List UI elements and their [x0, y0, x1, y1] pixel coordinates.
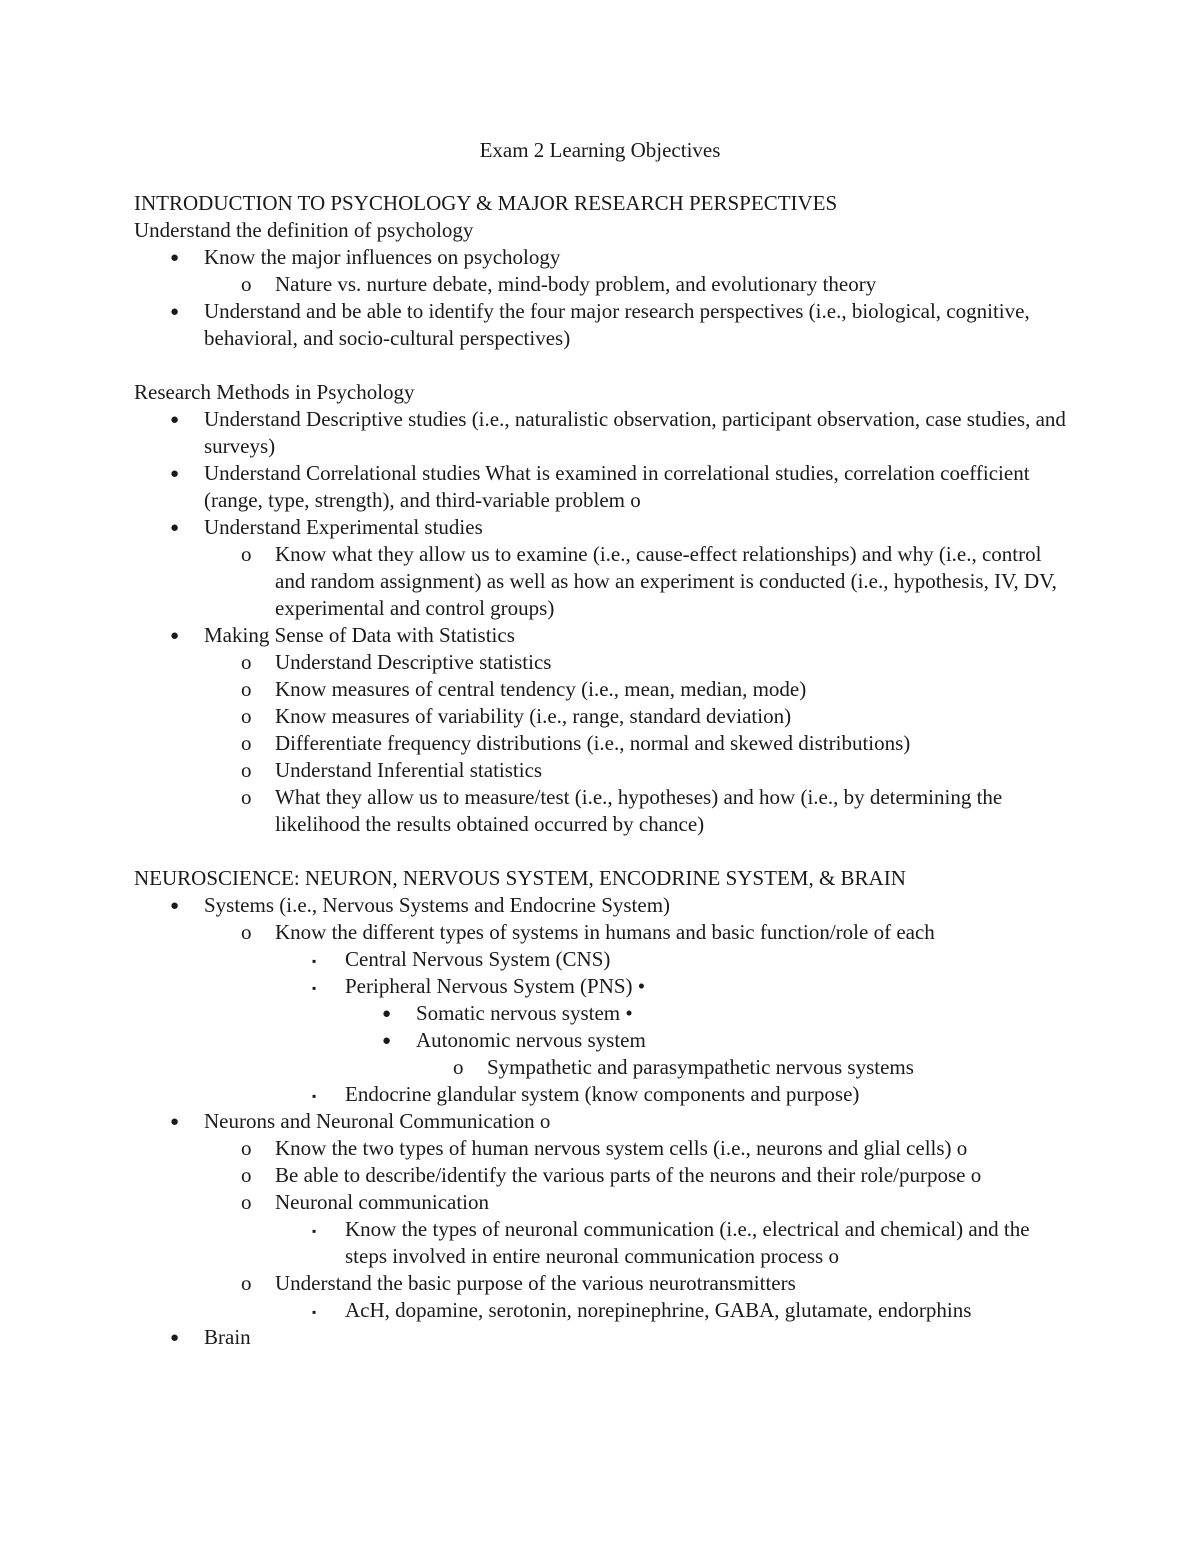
list-item: o Know measures of variability (i.e., range, standard deviation) [241, 704, 792, 728]
circle-bullet-icon: o [241, 731, 252, 755]
list-item: o Understand Descriptive statistics [241, 650, 552, 674]
circle-bullet-icon: o [241, 920, 252, 944]
bullet-icon: ● [170, 520, 180, 536]
circle-bullet-icon: o [241, 1163, 252, 1187]
bullet-icon: ● [170, 250, 180, 266]
bullet-icon: ● [170, 628, 180, 644]
list-item: ● Understand Experimental studies [134, 514, 1074, 541]
list-item: ● Systems (i.e., Nervous Systems and Endocrine System) [134, 892, 1074, 919]
list-item: ▪ Know the types of neuronal communication (i.e., electrical and chemical) and the steps involved in entire neuronal communication process o [312, 1217, 1030, 1268]
section-heading-intro: INTRODUCTION TO PSYCHOLOGY & MAJOR RESEARCH PERSPECTIVES [134, 191, 838, 215]
square-bullet-icon: ▪ [312, 1224, 317, 1238]
square-bullet-icon: ▪ [312, 1305, 317, 1319]
list-item: ● Autonomic nervous system [134, 1027, 1074, 1054]
circle-bullet-icon: o [453, 1055, 464, 1079]
circle-bullet-icon: o [241, 704, 252, 728]
list-item: ● Making Sense of Data with Statistics [134, 622, 1074, 649]
list-item: ▪ Peripheral Nervous System (PNS) • [134, 973, 1074, 1000]
list-item: ● Brain [134, 1324, 1074, 1351]
list-item: o Sympathetic and parasympathetic nervous systems [453, 1055, 914, 1079]
list-item: ● Understand and be able to identify the four major research perspectives (i.e., biological, cognitive, behavioral, and socio-cultural perspectives) [170, 299, 1030, 350]
list-item: o Know the two types of human nervous system cells (i.e., neurons and glial cells) o [241, 1136, 968, 1160]
list-item: o Know measures of central tendency (i.e., mean, median, mode) [241, 677, 807, 701]
bullet-icon: ● [170, 304, 180, 320]
list-item: o Know the different types of systems in humans and basic function/role of each [241, 920, 935, 944]
list-item: o Understand the basic purpose of the various neurotransmitters [241, 1271, 796, 1295]
circle-bullet-icon: o [241, 758, 252, 782]
bullet-icon: ● [170, 466, 180, 482]
square-bullet-icon: ▪ [312, 954, 317, 968]
circle-bullet-icon: o [241, 677, 252, 701]
list-item: ● Somatic nervous system • [134, 1000, 1074, 1027]
list-item: o Neuronal communication [241, 1190, 490, 1214]
square-bullet-icon: ▪ [312, 1089, 317, 1103]
circle-bullet-icon: o [241, 1271, 252, 1295]
list-item: o What they allow us to measure/test (i.e., hypotheses) and how (i.e., by determining the likelihood the results obtained occurred by chance) [241, 785, 1003, 836]
list-item: o Be able to describe/identify the various parts of the neurons and their role/purpose o [241, 1163, 982, 1187]
bullet-icon: ● [382, 1006, 392, 1022]
list-item: o Understand Inferential statistics [241, 758, 543, 782]
bullet-icon: ● [170, 898, 180, 914]
circle-bullet-icon: o [241, 650, 252, 674]
list-item: ▪ Endocrine glandular system (know components and purpose) [134, 1081, 1074, 1108]
bullet-icon: ● [170, 412, 180, 428]
bullet-icon: ● [382, 1033, 392, 1049]
list-item: o Know what they allow us to examine (i.e., cause-effect relationships) and why (i.e., control and random assignment) as well as how an experiment is conducted (i.e., hypothesis, IV, DV, experimental and control groups) [241, 542, 1057, 620]
circle-bullet-icon: o [241, 1136, 252, 1160]
list-item: ● Understand Correlational studies What is examined in correlational studies, correlation coefficient (range, type, strength), and third-variable problem o [170, 461, 1030, 512]
document-title: Exam 2 Learning Objectives [479, 138, 721, 162]
list-item: ● Understand Descriptive studies (i.e., naturalistic observation, participant observation, case studies, and surveys) [170, 407, 1066, 458]
section-heading-research-methods: Research Methods in Psychology [134, 380, 415, 404]
circle-bullet-icon: o [241, 272, 252, 296]
list-item: ● Neurons and Neuronal Communication o [134, 1108, 1074, 1135]
circle-bullet-icon: o [241, 1190, 252, 1214]
list-item: o Nature vs. nurture debate, mind-body problem, and evolutionary theory [241, 272, 877, 296]
list-item: ▪ AcH, dopamine, serotonin, norepinephrine, GABA, glutamate, endorphins [134, 1297, 1074, 1324]
bullet-icon: ● [170, 1114, 180, 1130]
square-bullet-icon: ▪ [312, 981, 317, 995]
document-body [134, 190, 1074, 1351]
bullet-icon: ● [170, 1330, 180, 1346]
list-item: ● Know the major influences on psychology [134, 244, 1074, 271]
subheading-definition: Understand the definition of psychology [134, 218, 474, 242]
circle-bullet-icon: o [241, 785, 252, 809]
circle-bullet-icon: o [241, 542, 252, 566]
section-heading-neuroscience: NEUROSCIENCE: NEURON, NERVOUS SYSTEM, ENCODRINE SYSTEM, & BRAIN [134, 866, 906, 890]
list-item: o Differentiate frequency distributions (i.e., normal and skewed distributions) [241, 731, 911, 755]
list-item: ▪ Central Nervous System (CNS) [134, 946, 1074, 973]
